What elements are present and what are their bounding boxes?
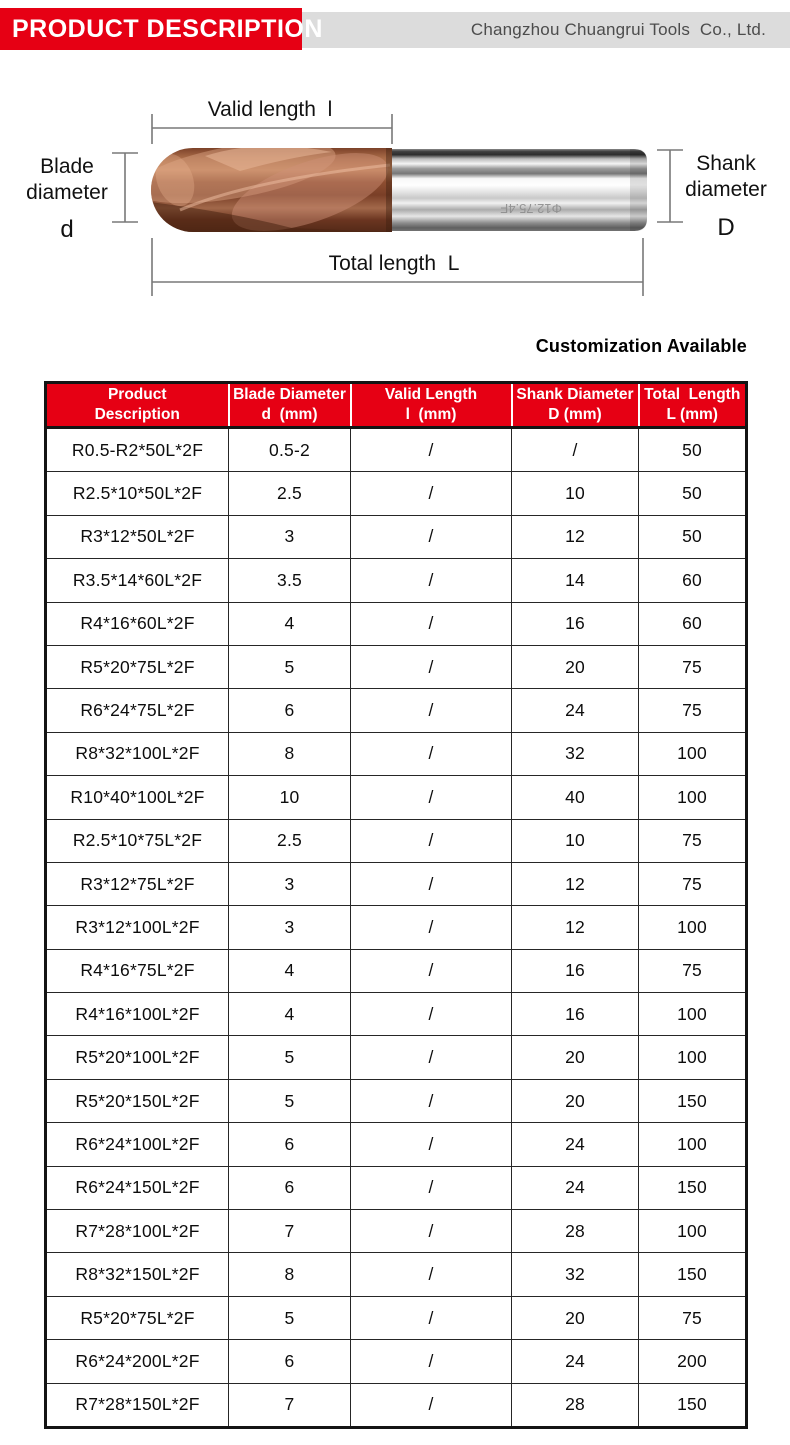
- header-product-description: Product Description: [46, 383, 229, 428]
- table-cell: 3: [229, 906, 351, 949]
- table-row: [46, 1253, 747, 1296]
- table-cell: R4*16*100L*2F: [46, 993, 229, 1036]
- table-cell: R6*24*100L*2F: [46, 1123, 229, 1166]
- table-cell: /: [351, 1166, 512, 1209]
- table-cell: 75: [639, 862, 747, 905]
- section-title-banner: [0, 8, 323, 50]
- table-cell: 3.5: [229, 559, 351, 602]
- table-cell: 8: [229, 1253, 351, 1296]
- table-cell: 150: [639, 1079, 747, 1122]
- table-cell: 2.5: [229, 819, 351, 862]
- table-cell: 150: [639, 1166, 747, 1209]
- table-cell: /: [351, 1340, 512, 1383]
- table-cell: R6*24*75L*2F: [46, 689, 229, 732]
- table-cell: 50: [639, 515, 747, 558]
- table-cell: R2.5*10*75L*2F: [46, 819, 229, 862]
- table-cell: /: [351, 645, 512, 688]
- table-cell: 100: [639, 1210, 747, 1253]
- table-cell: /: [351, 906, 512, 949]
- table-cell: R3*12*75L*2F: [46, 862, 229, 905]
- end-mill-flute: [130, 129, 400, 247]
- table-cell: 3: [229, 515, 351, 558]
- table-row: [46, 819, 747, 862]
- table-cell: 32: [512, 1253, 639, 1296]
- shank-diameter-label-line2: diameter: [685, 178, 767, 201]
- table-cell: /: [512, 428, 639, 472]
- table-cell: 75: [639, 819, 747, 862]
- table-cell: R0.5-R2*50L*2F: [46, 428, 229, 472]
- table-cell: 200: [639, 1340, 747, 1383]
- table-cell: 100: [639, 776, 747, 819]
- table-cell: 75: [639, 689, 747, 732]
- table-cell: 14: [512, 559, 639, 602]
- table-cell: 28: [512, 1210, 639, 1253]
- table-cell: R10*40*100L*2F: [46, 776, 229, 819]
- table-cell: 16: [512, 993, 639, 1036]
- table-cell: 20: [512, 645, 639, 688]
- table-cell: 12: [512, 515, 639, 558]
- table-cell: 8: [229, 732, 351, 775]
- table-cell: /: [351, 1296, 512, 1339]
- table-row: [46, 1079, 747, 1122]
- table-row: [46, 1210, 747, 1253]
- table-cell: 75: [639, 949, 747, 992]
- table-cell: /: [351, 428, 512, 472]
- table-cell: R4*16*75L*2F: [46, 949, 229, 992]
- total-length-label: Total length L: [328, 252, 460, 275]
- table-cell: 6: [229, 689, 351, 732]
- table-row: [46, 428, 747, 472]
- table-cell: 16: [512, 602, 639, 645]
- table-cell: R5*20*100L*2F: [46, 1036, 229, 1079]
- blade-diameter-dimension-line: [112, 153, 138, 222]
- table-cell: /: [351, 1253, 512, 1296]
- table-cell: 4: [229, 602, 351, 645]
- table-cell: 20: [512, 1296, 639, 1339]
- table-cell: /: [351, 602, 512, 645]
- table-cell: 50: [639, 428, 747, 472]
- table-row: [46, 949, 747, 992]
- spec-table: [44, 381, 748, 1429]
- table-cell: R3*12*50L*2F: [46, 515, 229, 558]
- table-cell: 12: [512, 906, 639, 949]
- table-cell: /: [351, 472, 512, 515]
- table-cell: /: [351, 1383, 512, 1427]
- header-blade-diameter: Blade Diameter d (mm): [229, 383, 351, 428]
- table-cell: 50: [639, 472, 747, 515]
- blade-diameter-symbol: d: [60, 216, 74, 243]
- table-row: [46, 1036, 747, 1079]
- table-row: [46, 1340, 747, 1383]
- table-cell: R8*32*100L*2F: [46, 732, 229, 775]
- customization-note: Customization Available: [535, 336, 747, 356]
- table-cell: R2.5*10*50L*2F: [46, 472, 229, 515]
- table-row: [46, 602, 747, 645]
- table-row: [46, 559, 747, 602]
- table-cell: 12: [512, 862, 639, 905]
- table-cell: 100: [639, 1036, 747, 1079]
- shank-diameter-symbol: D: [717, 214, 735, 241]
- spec-table-header: [46, 383, 747, 428]
- shank-diameter-label-line1: Shank: [696, 152, 756, 175]
- table-row: [46, 1383, 747, 1427]
- table-cell: /: [351, 776, 512, 819]
- table-cell: /: [351, 1079, 512, 1122]
- table-cell: 75: [639, 645, 747, 688]
- table-cell: 24: [512, 1340, 639, 1383]
- table-cell: 6: [229, 1340, 351, 1383]
- table-cell: 5: [229, 1079, 351, 1122]
- table-cell: 24: [512, 1123, 639, 1166]
- table-cell: /: [351, 559, 512, 602]
- table-row: [46, 776, 747, 819]
- table-cell: 100: [639, 993, 747, 1036]
- table-row: [46, 1166, 747, 1209]
- table-cell: 7: [229, 1210, 351, 1253]
- table-cell: /: [351, 1036, 512, 1079]
- table-cell: R5*20*75L*2F: [46, 645, 229, 688]
- table-row: [46, 993, 747, 1036]
- table-cell: 4: [229, 993, 351, 1036]
- header-total-length: Total Length L (mm): [639, 383, 747, 428]
- header-shank-diameter: Shank Diameter D (mm): [512, 383, 639, 428]
- table-row: [46, 472, 747, 515]
- blade-diameter-label-line1: Blade: [40, 155, 94, 178]
- table-row: [46, 1296, 747, 1339]
- table-cell: 0.5-2: [229, 428, 351, 472]
- blade-diameter-label-line2: diameter: [26, 181, 108, 204]
- table-cell: R7*28*100L*2F: [46, 1210, 229, 1253]
- company-name: Changzhou Chuangrui Tools Co., Ltd.: [470, 20, 766, 39]
- table-cell: /: [351, 949, 512, 992]
- table-cell: R5*20*75L*2F: [46, 1296, 229, 1339]
- table-cell: 10: [512, 819, 639, 862]
- table-cell: R3.5*14*60L*2F: [46, 559, 229, 602]
- table-cell: R7*28*150L*2F: [46, 1383, 229, 1427]
- table-cell: R4*16*60L*2F: [46, 602, 229, 645]
- table-cell: 4: [229, 949, 351, 992]
- table-cell: R3*12*100L*2F: [46, 906, 229, 949]
- table-cell: 5: [229, 645, 351, 688]
- shank-marking: Φ12.75.4F: [500, 201, 562, 216]
- table-cell: 10: [512, 472, 639, 515]
- spec-table-body: [46, 428, 747, 1428]
- table-cell: 7: [229, 1383, 351, 1427]
- table-cell: R6*24*150L*2F: [46, 1166, 229, 1209]
- table-cell: 24: [512, 1166, 639, 1209]
- table-cell: 6: [229, 1123, 351, 1166]
- table-cell: 32: [512, 732, 639, 775]
- table-row: [46, 1123, 747, 1166]
- table-cell: /: [351, 689, 512, 732]
- shank-diameter-dimension-line: [657, 150, 683, 222]
- table-cell: 75: [639, 1296, 747, 1339]
- section-title: PRODUCT DESCRIPTION: [12, 14, 323, 43]
- table-cell: 2.5: [229, 472, 351, 515]
- table-cell: /: [351, 1210, 512, 1253]
- table-cell: 60: [639, 559, 747, 602]
- table-cell: 150: [639, 1383, 747, 1427]
- header-valid-length: Valid Length l (mm): [351, 383, 512, 428]
- table-cell: 150: [639, 1253, 747, 1296]
- table-cell: /: [351, 862, 512, 905]
- table-cell: 24: [512, 689, 639, 732]
- product-figure: [0, 60, 790, 335]
- table-cell: R6*24*200L*2F: [46, 1340, 229, 1383]
- table-cell: 5: [229, 1296, 351, 1339]
- table-cell: 100: [639, 906, 747, 949]
- table-cell: /: [351, 732, 512, 775]
- table-row: [46, 515, 747, 558]
- table-cell: 100: [639, 1123, 747, 1166]
- table-cell: 10: [229, 776, 351, 819]
- table-cell: 100: [639, 732, 747, 775]
- table-row: [46, 645, 747, 688]
- table-row: [46, 689, 747, 732]
- table-cell: /: [351, 993, 512, 1036]
- table-cell: 20: [512, 1036, 639, 1079]
- table-row: [46, 906, 747, 949]
- table-cell: R5*20*150L*2F: [46, 1079, 229, 1122]
- table-row: [46, 732, 747, 775]
- end-mill-shank: [392, 149, 647, 231]
- table-cell: /: [351, 819, 512, 862]
- table-cell: 28: [512, 1383, 639, 1427]
- table-cell: 16: [512, 949, 639, 992]
- table-cell: 20: [512, 1079, 639, 1122]
- table-cell: 60: [639, 602, 747, 645]
- table-cell: 5: [229, 1036, 351, 1079]
- valid-length-label: Valid length l: [207, 98, 333, 121]
- table-cell: 6: [229, 1166, 351, 1209]
- table-cell: 3: [229, 862, 351, 905]
- table-cell: R8*32*150L*2F: [46, 1253, 229, 1296]
- table-row: [46, 862, 747, 905]
- table-cell: /: [351, 515, 512, 558]
- table-cell: 40: [512, 776, 639, 819]
- table-cell: /: [351, 1123, 512, 1166]
